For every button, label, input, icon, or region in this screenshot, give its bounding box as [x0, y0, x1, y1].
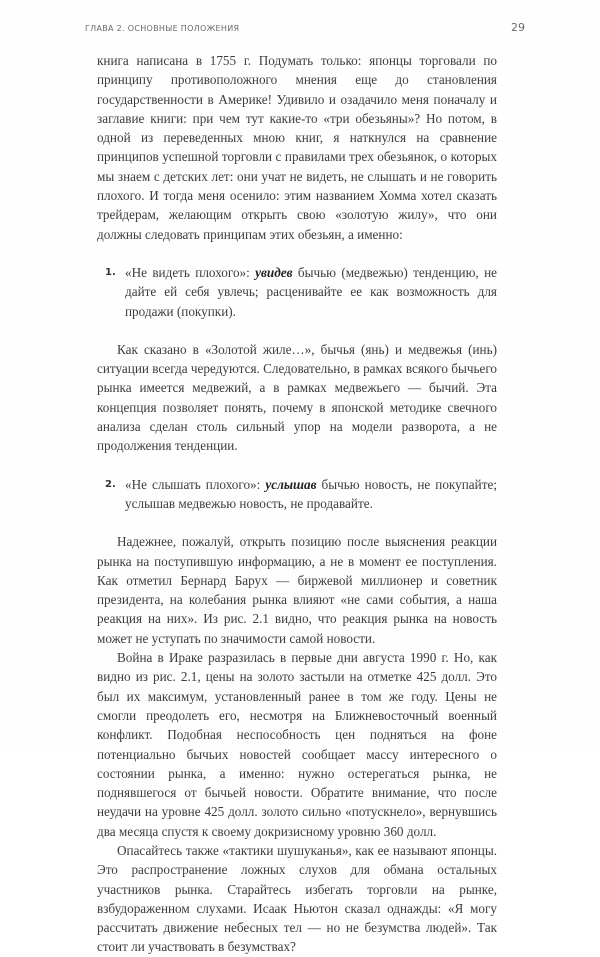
- list-item-text: [125, 263, 497, 321]
- paragraph: Война в Ираке разразилась в первые дни августа 1990 г. Но, как видно из рис. 2.1, цены на золото застыли на отметке 425 долл. Это был их максимум, установленный ранее в том же году. Цены не смогли преодолеть его, несмотря на Ближневосточный военный конфликт. Подобная неспособность цен подняться на фоне потенциально бычьих новостей сообщает массу интересного о состоянии рынка, а именно: нужно остерегаться рынка, не поднявшегося от бычьей новости. Обратите внимание, что после неудачи на уровне 425 долл. золото сильно «потускнело», вернувшись два месяца спустя к своему докризисному уровню 360 долл.: [97, 650, 497, 839]
- list-item-rest: бычью новость, не покупайте; услышав медвежью новость, не продавайте.: [125, 476, 497, 511]
- list-item-text: [125, 475, 497, 514]
- list-item-emphasis: увидев: [255, 264, 293, 280]
- list-number: 2.: [105, 478, 116, 490]
- list-item-lead: «Не видеть плохого»:: [125, 264, 256, 280]
- list-item-rest: бычью (медвежью) тенденцию, не дайте ей себя увлечь; расценивайте ее как возможность для продажи (покупки).: [125, 264, 497, 319]
- spacer: [97, 456, 497, 475]
- list-number: 1.: [105, 266, 116, 278]
- body-text: [97, 51, 497, 957]
- chapter-title: ГЛАВА 2. ОСНОВНЫЕ ПОЛОЖЕНИЯ: [85, 24, 240, 33]
- paragraph: Как сказано в «Золотой жиле…», бычья (янь) и медвежья (инь) ситуации всегда чередуются. Следовательно, в рамках всякого бычьего рынка имеется медвежий, а в рамках медвежьего — бычий. Эта концепция позволяет понять, почему в японской методике свечного анализа сделан столь сильный упор на модели разворота, а не продолжения тенденции.: [97, 341, 497, 454]
- paragraph: Надежнее, пожалуй, открыть позицию после выяснения реакции рынка на поступившую информацию, а не в момент ее поступления. Как отметил Бернард Барух — биржевой миллионер и советник президента, на колебания рынка влияют «не сами события, а наша реакция на них». Из рис. 2.1 видно, что реакция рынка на новость может не уступать по значимости самой новости.: [97, 534, 497, 646]
- paragraph: Опасайтесь также «тактики шушуканья», как ее называют японцы. Это распространение ложных слухов для обмана остальных участников рынка. Старайтесь избегать торговли на рынке, взбудораженном слухами. Исаак Ньютон сказал однажды: «Я могу рассчитать движение небесных тел — но не безумства людей». Так стоит ли участвовать в безумствах?: [97, 842, 497, 955]
- list-item-emphasis: услышав: [265, 476, 317, 492]
- running-head: [85, 21, 525, 34]
- list-item-lead: «Не слышать плохого»:: [125, 476, 266, 492]
- page-number: 29: [511, 21, 525, 34]
- paragraph-continued: книга написана в 1755 г. Подумать только: японцы торговали по принципу противоположного мнения еще до становления государственности в Америке! Удивило и озадачило меня поначалу и заглавие книги: при чем тут какие-то «три обезьяны»? Но потом, в одной из переведенных мною книг, я наткнулся на сравнение принципов успешной торговли с правилами трех обезьянок, о которых мы знаем с детских лет: они учат не видеть, не слышать и не говорить плохого. И тогда меня осенило: этим названием Хомма хотел сказать трейдерам, желающим открыть свою «золотую жилу», что они должны следовать принципам этих обезьян, а именно:: [97, 53, 497, 242]
- spacer: [97, 321, 497, 340]
- list-item-2: [97, 475, 497, 514]
- spacer: [97, 244, 497, 263]
- spacer: [97, 513, 497, 532]
- list-item-1: [97, 263, 497, 321]
